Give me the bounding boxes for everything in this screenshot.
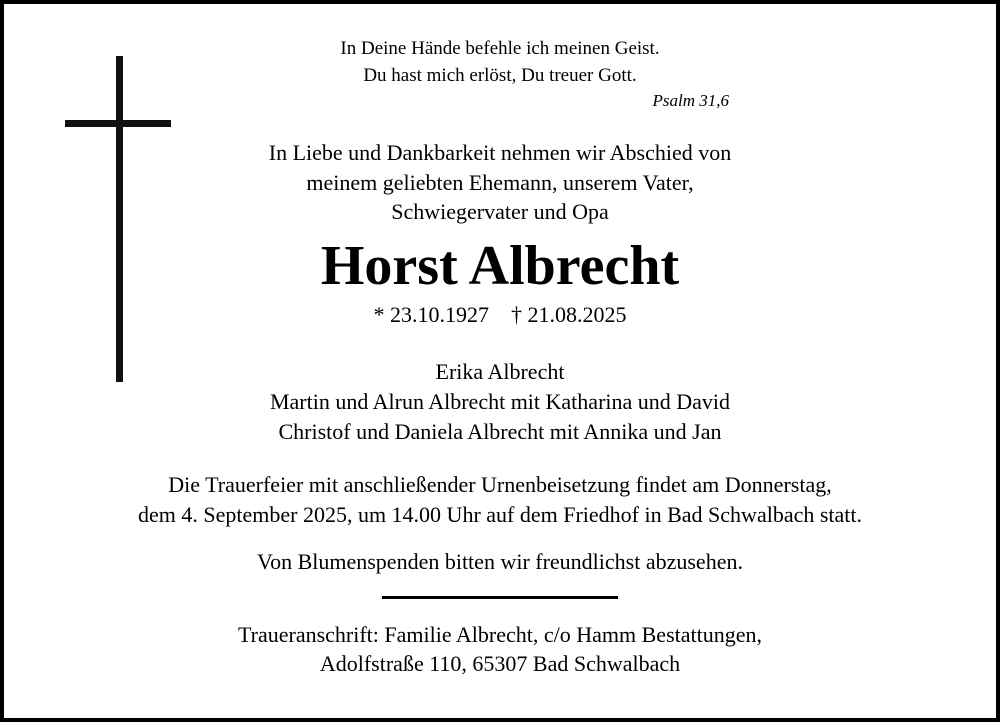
deceased-name: Horst Albrecht: [320, 235, 680, 297]
mourner-1: Erika Albrecht: [435, 359, 565, 384]
verse-line-1: In Deine Hände befehle ich meinen Geist.: [340, 38, 660, 59]
intro-line-2: meinem geliebten Ehemann, unserem Vater,: [306, 170, 694, 195]
address-line-1: Traueranschrift: Familie Albrecht, c/o Hamm Bestattungen,: [237, 622, 762, 647]
intro-line-1: In Liebe und Dankbarkeit nehmen wir Abschied von: [268, 140, 732, 165]
verse-reference: Psalm 31,6: [652, 91, 729, 110]
mourner-3: Christof und Daniela Albrecht mit Annika und Jan: [278, 419, 722, 444]
divider: [382, 596, 618, 599]
intro-line-3: Schwiegervater und Opa: [391, 199, 609, 224]
address-line-2: Adolfstraße 110, 65307 Bad Schwalbach: [319, 651, 681, 676]
flowers-note: Von Blumenspenden bitten wir freundlichst abzusehen.: [257, 549, 743, 574]
verse-line-2: Du hast mich erlöst, Du treuer Gott.: [363, 65, 637, 86]
cross-icon-horizontal: [65, 120, 171, 127]
ceremony-line-1: Die Trauerfeier mit anschließender Urnenbeisetzung findet am Donnerstag,: [168, 472, 832, 497]
life-dates: * 23.10.1927 † 21.08.2025: [373, 302, 627, 327]
ceremony-line-2: dem 4. September 2025, um 14.00 Uhr auf dem Friedhof in Bad Schwalbach statt.: [137, 502, 863, 527]
mourner-2: Martin und Alrun Albrecht mit Katharina und David: [269, 389, 731, 414]
